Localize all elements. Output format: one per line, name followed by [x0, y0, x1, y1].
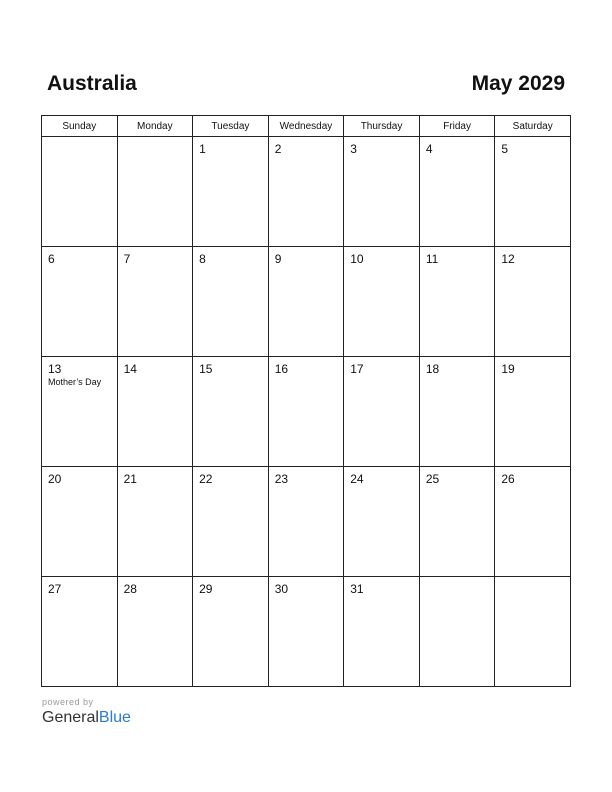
weekday-sunday: Sunday: [42, 116, 118, 137]
day-cell: [344, 137, 420, 247]
day-number: 29: [199, 582, 213, 596]
day-number: 12: [501, 252, 515, 266]
country-title: Australia: [47, 72, 137, 95]
day-cell: [117, 357, 193, 467]
day-cell: [268, 577, 344, 687]
holiday-label: Mother’s Day: [48, 377, 102, 387]
day-number: 1: [199, 142, 206, 156]
day-cell: [419, 467, 495, 577]
day-cell: [193, 467, 269, 577]
day-number: 30: [274, 582, 289, 596]
day-cell: [42, 467, 118, 577]
day-cell: [495, 357, 571, 467]
day-cell: [268, 247, 344, 357]
day-number: 16: [274, 362, 289, 376]
day-cell: [419, 247, 495, 357]
week-row-1: [42, 137, 571, 247]
day-number: [42, 137, 117, 142]
day-number: 21: [123, 472, 137, 486]
day-number: 22: [199, 472, 213, 486]
weekday-thursday: Thursday: [344, 116, 420, 137]
weekday-header-row: [42, 116, 571, 137]
weekday-friday: Friday: [419, 116, 495, 137]
day-number: 2: [274, 142, 282, 156]
day-cell: [42, 357, 118, 467]
day-cell: [117, 137, 193, 247]
day-number: 5: [501, 142, 509, 156]
day-number: 23: [274, 472, 289, 486]
weekday-saturday: Saturday: [495, 116, 571, 137]
brand-general: General: [42, 709, 99, 726]
day-cell: [268, 467, 344, 577]
day-number: 11: [425, 252, 439, 266]
month-year-title: May 2029: [471, 72, 565, 95]
day-cell: [117, 247, 193, 357]
day-cell: [117, 467, 193, 577]
week-row-4: [42, 467, 571, 577]
day-cell: [193, 247, 269, 357]
day-cell: [193, 577, 269, 687]
footer-branding: [42, 697, 131, 728]
day-number: 4: [425, 142, 433, 156]
day-number: 17: [350, 362, 364, 376]
day-number: 27: [48, 582, 62, 596]
generalblue-logo: [42, 708, 131, 728]
brand-blue: Blue: [98, 709, 131, 726]
day-cell: [344, 247, 420, 357]
day-cell: [344, 577, 420, 687]
day-cell: [495, 137, 571, 247]
day-number: [495, 577, 570, 582]
day-number: 18: [425, 362, 440, 376]
day-number: 28: [123, 582, 137, 596]
day-cell: [344, 357, 420, 467]
day-cell: [117, 577, 193, 687]
day-number: 10: [350, 252, 364, 266]
day-number: 19: [501, 362, 515, 376]
day-number: 9: [274, 252, 282, 266]
weekday-wednesday: Wednesday: [268, 116, 344, 137]
day-number: 24: [350, 472, 364, 486]
day-cell: [495, 247, 571, 357]
day-cell: [495, 577, 571, 687]
day-cell: [42, 137, 118, 247]
week-row-5: [42, 577, 571, 687]
week-row-3: [42, 357, 571, 467]
day-cell: [42, 577, 118, 687]
day-cell: [419, 577, 495, 687]
day-cell: [42, 247, 118, 357]
day-number: 13: [48, 362, 62, 376]
day-number: 25: [425, 472, 440, 486]
day-cell: [419, 357, 495, 467]
day-cell: [344, 467, 420, 577]
day-cell: [268, 137, 344, 247]
powered-by-text: powered by: [42, 697, 94, 707]
day-number: 31: [350, 582, 364, 596]
day-number: 14: [123, 362, 137, 376]
day-cell: [419, 137, 495, 247]
day-number: 7: [123, 252, 131, 266]
day-number: [420, 577, 495, 582]
day-number: 3: [350, 142, 357, 156]
day-number: 6: [48, 252, 55, 266]
day-cell: [495, 467, 571, 577]
day-cell: [193, 357, 269, 467]
day-cell: [268, 357, 344, 467]
day-cell: [193, 137, 269, 247]
day-number: 26: [501, 472, 515, 486]
week-row-2: [42, 247, 571, 357]
day-number: 8: [199, 252, 206, 266]
day-number: 15: [199, 362, 213, 376]
day-number: [118, 137, 193, 142]
day-number: 20: [48, 472, 62, 486]
calendar-grid: [41, 115, 571, 687]
weekday-monday: Monday: [117, 116, 193, 137]
weekday-tuesday: Tuesday: [193, 116, 269, 137]
